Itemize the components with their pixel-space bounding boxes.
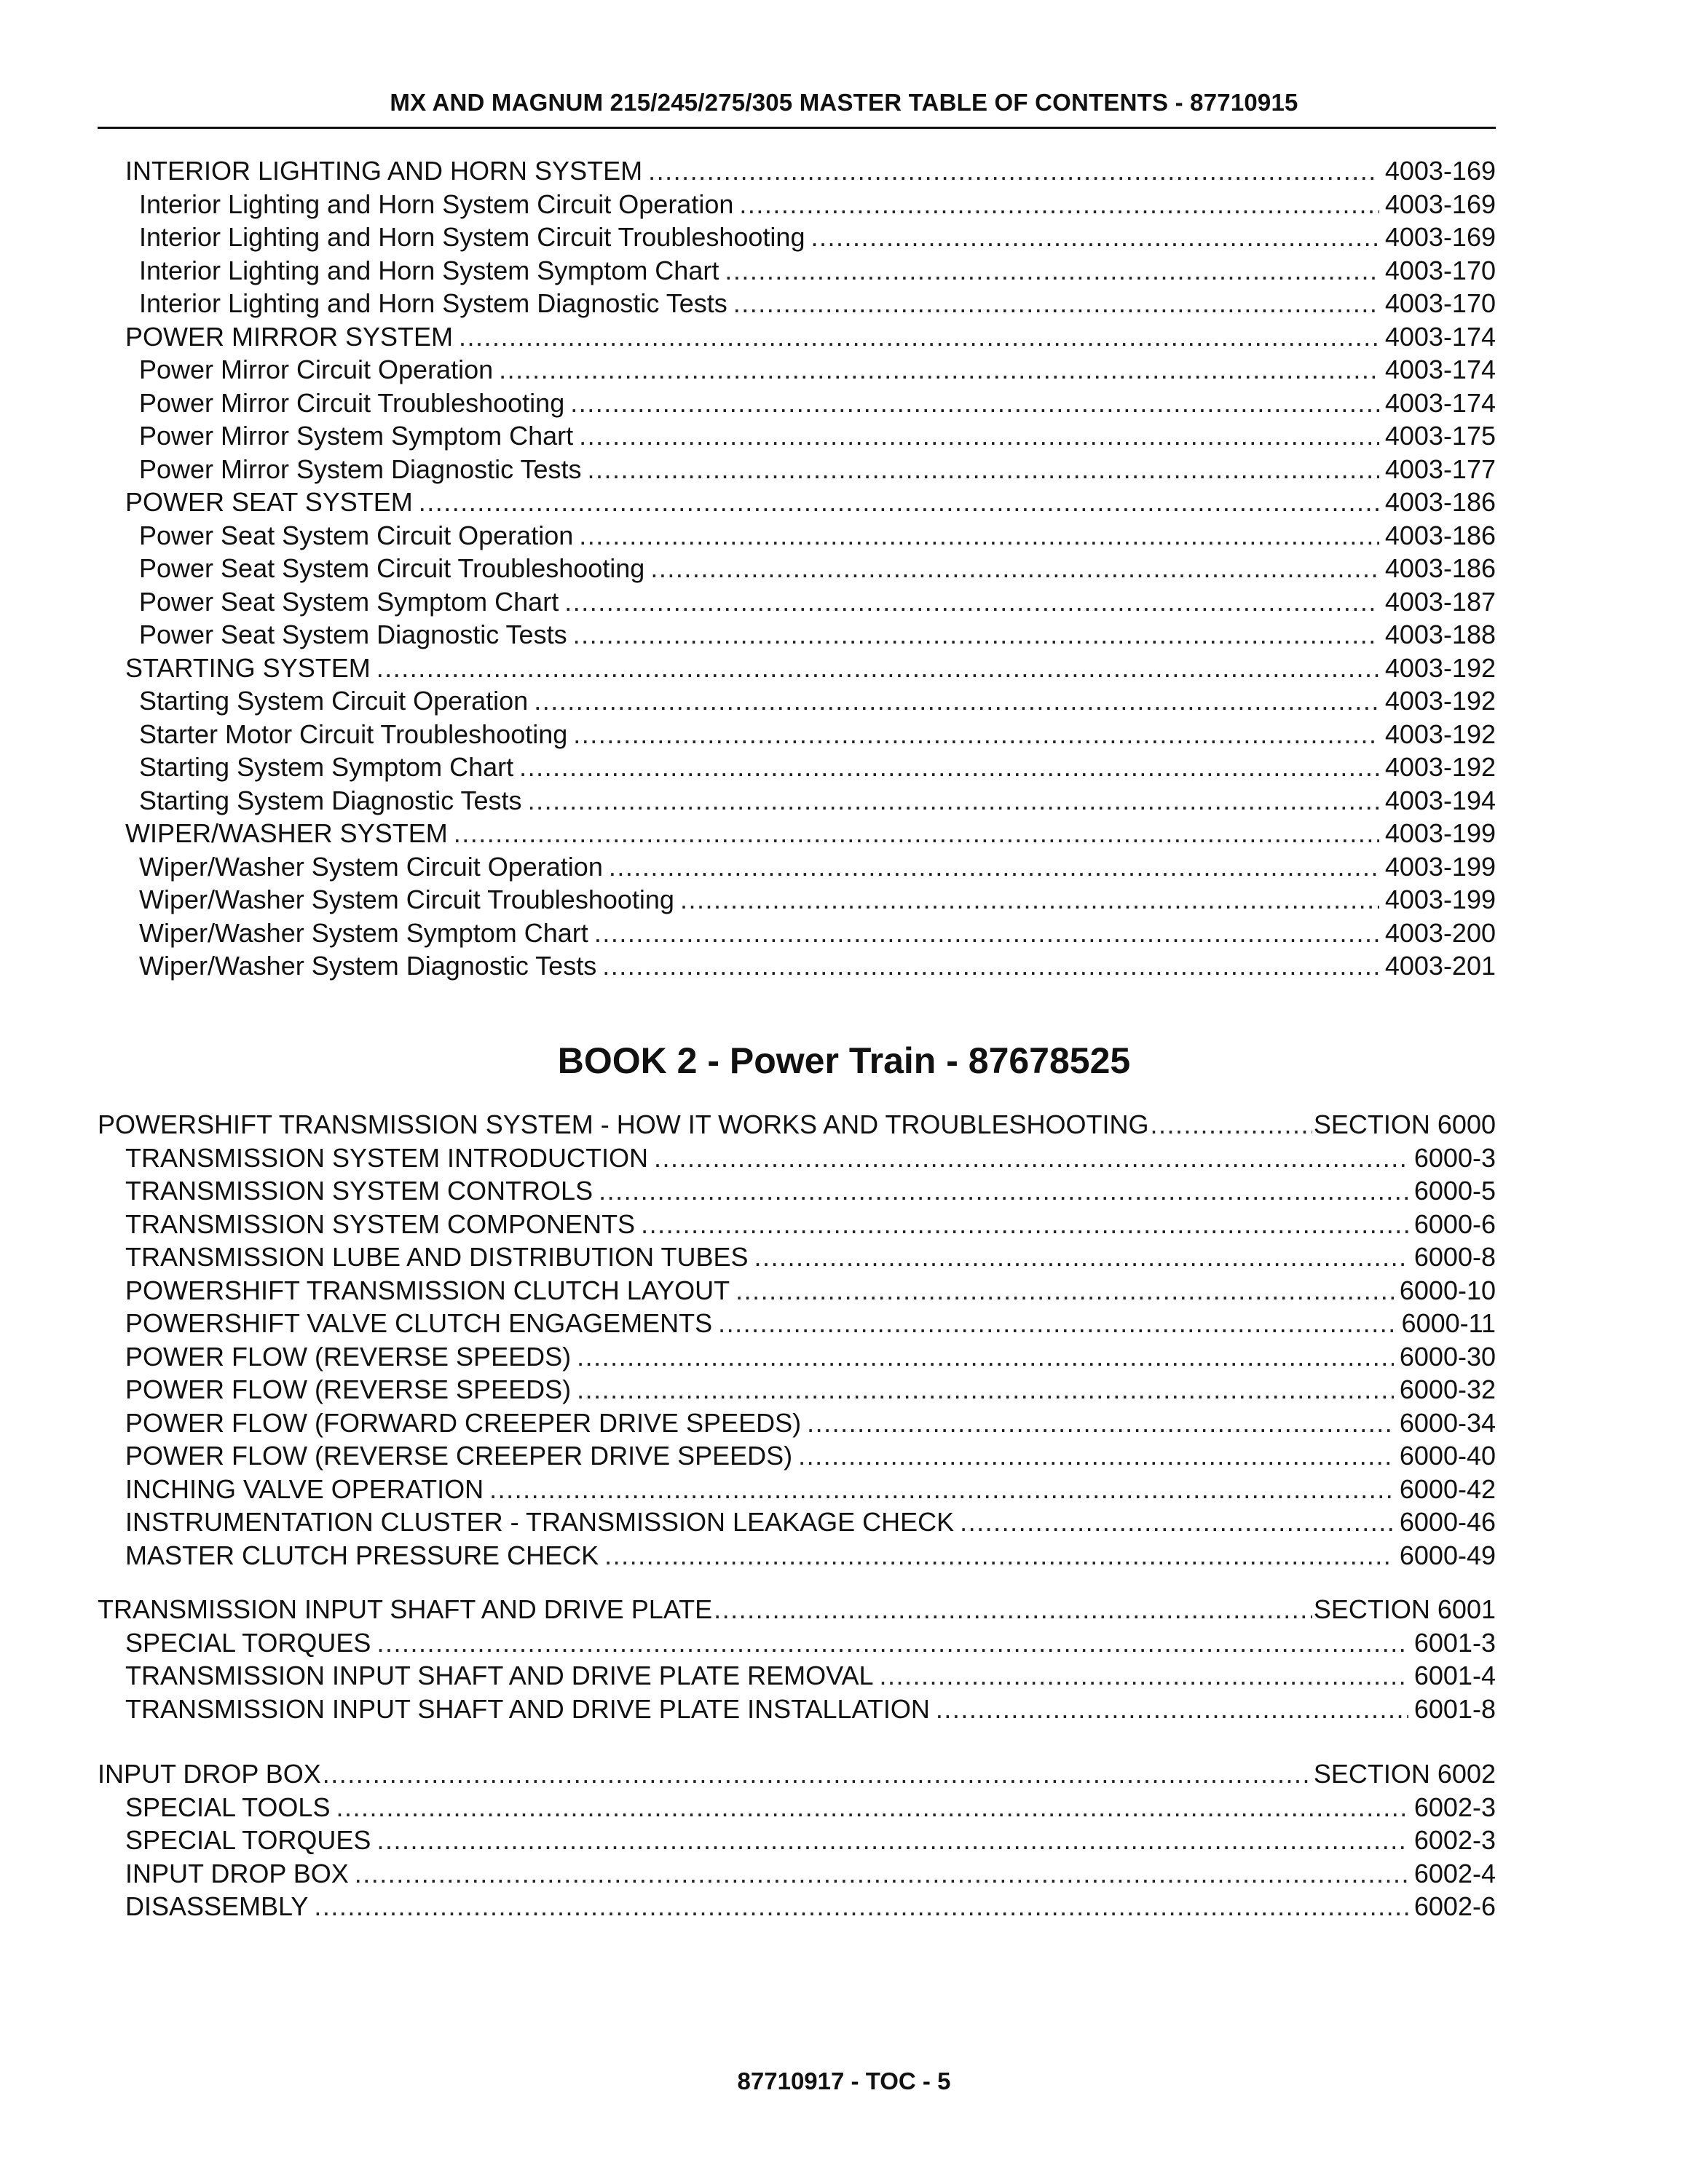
dot-leader <box>419 486 1379 519</box>
dot-leader <box>594 917 1379 950</box>
toc-entry[interactable] <box>98 817 1496 850</box>
toc-entry-title: Power Seat System Diagnostic Tests <box>139 620 567 649</box>
toc-entry-title: Power Seat System Circuit Operation <box>139 520 574 550</box>
toc-entry[interactable] <box>98 1307 1496 1340</box>
dot-leader <box>609 850 1379 884</box>
dot-leader <box>519 751 1379 784</box>
toc-entry-title: Power Mirror Circuit Troubleshooting <box>139 387 565 418</box>
toc-entry-page: 4003-200 <box>1384 917 1496 948</box>
dot-leader <box>454 817 1379 850</box>
toc-list-section-6000 <box>98 1108 1496 1572</box>
toc-entry-title: POWERSHIFT VALVE CLUTCH ENGAGEMENTS <box>125 1308 713 1338</box>
toc-entry-title: POWER FLOW (REVERSE SPEEDS) <box>125 1374 572 1404</box>
dot-leader <box>654 1142 1408 1175</box>
toc-entry[interactable] <box>98 1693 1496 1726</box>
toc-entry[interactable] <box>98 1626 1496 1660</box>
page-header-title: MX AND MAGNUM 215/245/275/305 MASTER TABLE OF CONTENTS - 87710915 <box>390 89 1298 116</box>
toc-entry[interactable] <box>98 751 1496 784</box>
toc-entry-page: 4003-174 <box>1384 321 1496 352</box>
toc-entry-page: SECTION 6000 <box>1313 1109 1496 1139</box>
toc-entry-page: 4003-169 <box>1384 222 1496 252</box>
toc-entry-page: 6000-49 <box>1399 1540 1496 1570</box>
toc-entry-title: Starting System Circuit Operation <box>139 686 529 716</box>
dot-leader <box>489 1473 1394 1506</box>
dot-leader <box>573 618 1379 652</box>
dot-leader <box>577 1373 1394 1406</box>
dot-leader <box>459 320 1379 354</box>
dot-leader <box>733 287 1379 320</box>
dot-leader <box>680 883 1379 917</box>
toc-entry[interactable] <box>98 1208 1496 1241</box>
toc-entry[interactable] <box>98 883 1496 917</box>
toc-entry[interactable] <box>98 1174 1496 1208</box>
dot-leader <box>1150 1108 1312 1142</box>
toc-entry[interactable] <box>98 387 1496 420</box>
dot-leader <box>314 1890 1408 1923</box>
dot-leader <box>564 585 1379 619</box>
toc-entry[interactable] <box>98 1824 1496 1857</box>
toc-entry-page: 6002-4 <box>1413 1858 1496 1888</box>
toc-entry-page: 6000-40 <box>1399 1441 1496 1471</box>
dot-leader <box>725 254 1379 288</box>
toc-entry-title: Wiper/Washer System Circuit Troubleshooting <box>139 885 674 914</box>
toc-entry-page: 4003-199 <box>1384 851 1496 882</box>
toc-entry-page: 6002-3 <box>1413 1792 1496 1822</box>
toc-entry[interactable] <box>98 917 1496 950</box>
toc-entry[interactable] <box>98 320 1496 354</box>
page-footer: 87710917 - TOC - 5 <box>737 2068 951 2094</box>
toc-entry-title: SPECIAL TORQUES <box>125 1825 371 1855</box>
header-rule <box>98 127 1496 129</box>
toc-entry[interactable] <box>98 684 1496 718</box>
toc-entry-title: POWER SEAT SYSTEM <box>125 487 413 517</box>
toc-entry-page: 6002-3 <box>1413 1825 1496 1855</box>
toc-section-heading[interactable] <box>98 1757 1496 1791</box>
dot-leader <box>714 1593 1312 1626</box>
toc-entry-title: WIPER/WASHER SYSTEM <box>125 818 448 848</box>
dot-leader <box>376 1824 1408 1857</box>
toc-entry[interactable] <box>98 419 1496 453</box>
dot-leader <box>936 1693 1408 1726</box>
toc-entry[interactable] <box>98 552 1496 585</box>
toc-entry-page: 4003-192 <box>1384 652 1496 683</box>
toc-section-heading[interactable] <box>98 1593 1496 1626</box>
dot-leader <box>880 1659 1408 1693</box>
toc-entry[interactable] <box>98 718 1496 751</box>
toc-entry-page: 4003-169 <box>1384 156 1496 186</box>
toc-entry-title: POWER MIRROR SYSTEM <box>125 321 454 352</box>
toc-entry-title: POWER FLOW (REVERSE SPEEDS) <box>125 1341 572 1372</box>
dot-leader <box>960 1506 1394 1539</box>
toc-entry-page: 4003-169 <box>1384 189 1496 219</box>
toc-entry[interactable] <box>98 1857 1496 1891</box>
toc-entry-title: Interior Lighting and Horn System Circuit Troubleshooting <box>139 222 805 252</box>
toc-entry[interactable] <box>98 1506 1496 1539</box>
dot-leader <box>570 387 1379 420</box>
toc-entry[interactable] <box>98 949 1496 983</box>
toc-entry-title: MASTER CLUTCH PRESSURE CHECK <box>125 1540 599 1570</box>
toc-entry[interactable] <box>98 287 1496 320</box>
dot-leader <box>528 784 1379 818</box>
toc-entry-title: TRANSMISSION SYSTEM INTRODUCTION <box>125 1142 649 1173</box>
toc-entry-title: TRANSMISSION INPUT SHAFT AND DRIVE PLATE REMOVAL <box>125 1661 874 1690</box>
toc-entry-title: Power Mirror Circuit Operation <box>139 355 494 384</box>
dot-leader <box>534 684 1379 718</box>
dot-leader <box>573 718 1379 751</box>
toc-entry-page: 4003-177 <box>1384 454 1496 484</box>
dot-leader <box>650 552 1379 585</box>
toc-entry-page: 6000-5 <box>1413 1176 1496 1206</box>
toc-entry-title: Power Seat System Circuit Troubleshooting <box>139 553 645 583</box>
toc-entry-page: SECTION 6001 <box>1313 1594 1496 1624</box>
toc-entry-page: 6000-6 <box>1413 1208 1496 1239</box>
toc-entry[interactable] <box>98 1439 1496 1473</box>
toc-entry-page: 6000-11 <box>1401 1308 1496 1338</box>
toc-entry[interactable] <box>98 1241 1496 1274</box>
toc-entry-page: 4003-186 <box>1384 553 1496 583</box>
toc-entry-title: POWER FLOW (FORWARD CREEPER DRIVE SPEEDS) <box>125 1407 802 1438</box>
toc-entry-page: 4003-199 <box>1384 818 1496 848</box>
toc-entry-title: Wiper/Washer System Diagnostic Tests <box>139 951 597 981</box>
toc-entry-title: TRANSMISSION SYSTEM CONTROLS <box>125 1176 593 1206</box>
toc-entry-page: 6000-42 <box>1399 1473 1496 1504</box>
toc-entry-page: 4003-186 <box>1384 520 1496 550</box>
dot-leader <box>798 1439 1394 1473</box>
toc-entry-page: 4003-170 <box>1384 288 1496 318</box>
toc-entry-page: 6000-3 <box>1413 1142 1496 1173</box>
toc-entry-title: SPECIAL TORQUES <box>125 1627 371 1658</box>
toc-entry-title: Interior Lighting and Horn System Circuit Operation <box>139 189 734 219</box>
toc-entry[interactable] <box>98 784 1496 818</box>
toc-entry[interactable] <box>98 850 1496 884</box>
dot-leader <box>336 1791 1408 1824</box>
dot-leader <box>718 1307 1395 1340</box>
toc-entry[interactable] <box>98 519 1496 553</box>
toc-entry-title: Power Mirror System Diagnostic Tests <box>139 454 582 484</box>
toc-entry-title: TRANSMISSION LUBE AND DISTRIBUTION TUBES <box>125 1242 749 1272</box>
toc-entry[interactable] <box>98 618 1496 652</box>
toc-entry-page: 6000-30 <box>1399 1341 1496 1372</box>
toc-entry-title: INSTRUMENTATION CLUSTER - TRANSMISSION LEAKAGE CHECK <box>125 1507 955 1537</box>
toc-entry-page: 6000-10 <box>1399 1275 1496 1305</box>
toc-entry-page: 4003-192 <box>1384 752 1496 782</box>
toc-entry-page: 4003-174 <box>1384 387 1496 418</box>
toc-entry[interactable] <box>98 1406 1496 1440</box>
toc-entry-page: 4003-192 <box>1384 686 1496 716</box>
toc-entry-title: TRANSMISSION SYSTEM COMPONENTS <box>125 1208 636 1239</box>
dot-leader <box>602 949 1379 983</box>
toc-entry[interactable] <box>98 1373 1496 1406</box>
toc-entry-page: 6000-46 <box>1399 1507 1496 1537</box>
toc-entry-page: 4003-201 <box>1384 951 1496 981</box>
dot-leader <box>376 652 1379 685</box>
toc-list-section-6001 <box>98 1593 1496 1725</box>
toc-list-section-6002 <box>98 1757 1496 1923</box>
toc-entry[interactable] <box>98 154 1496 188</box>
toc-section-heading[interactable] <box>98 1108 1496 1142</box>
toc-entry-title: POWER FLOW (REVERSE CREEPER DRIVE SPEEDS) <box>125 1441 793 1471</box>
dot-leader <box>355 1857 1408 1891</box>
toc-entry-title: TRANSMISSION INPUT SHAFT AND DRIVE PLATE <box>98 1594 713 1624</box>
toc-entry-title: DISASSEMBLY <box>125 1891 309 1921</box>
toc-entry-page: 6001-3 <box>1413 1627 1496 1658</box>
toc-entry[interactable] <box>98 353 1496 387</box>
toc-entry-title: Starting System Symptom Chart <box>139 752 514 782</box>
toc-entry-page: 4003-194 <box>1384 785 1496 815</box>
toc-entry-page: 6002-6 <box>1413 1891 1496 1921</box>
dot-leader <box>323 1757 1312 1791</box>
dot-leader <box>599 1174 1408 1208</box>
dot-leader <box>499 353 1379 387</box>
toc-entry[interactable] <box>98 254 1496 288</box>
toc-entry-title: TRANSMISSION INPUT SHAFT AND DRIVE PLATE INSTALLATION <box>125 1693 930 1724</box>
toc-entry-page: 6000-32 <box>1399 1374 1496 1404</box>
toc-entry[interactable] <box>98 1274 1496 1307</box>
toc-entry-title: POWERSHIFT TRANSMISSION SYSTEM - HOW IT WORKS AND TROUBLESHOOTING <box>98 1109 1149 1139</box>
toc-entry-title: Wiper/Washer System Symptom Chart <box>139 917 588 948</box>
dot-leader <box>754 1241 1408 1274</box>
toc-entry-title: INCHING VALVE OPERATION <box>125 1473 484 1504</box>
toc-entry-page: 6001-8 <box>1413 1693 1496 1724</box>
toc-entry[interactable] <box>98 1539 1496 1572</box>
toc-entry-title: INPUT DROP BOX <box>98 1759 321 1789</box>
dot-leader <box>588 453 1379 486</box>
toc-entry-page: 4003-187 <box>1384 586 1496 617</box>
toc-entry-page: SECTION 6002 <box>1313 1759 1496 1789</box>
toc-entry-page: 4003-174 <box>1384 355 1496 384</box>
toc-entry[interactable] <box>98 1659 1496 1693</box>
toc-entry-title: Starting System Diagnostic Tests <box>139 785 522 815</box>
toc-list-electrical <box>98 154 1496 983</box>
toc-entry-title: Wiper/Washer System Circuit Operation <box>139 851 603 882</box>
toc-entry[interactable] <box>98 453 1496 486</box>
toc-entry-title: STARTING SYSTEM <box>125 652 371 683</box>
toc-entry[interactable] <box>98 1890 1496 1923</box>
toc-entry[interactable] <box>98 1473 1496 1506</box>
dot-leader <box>376 1626 1408 1660</box>
toc-entry-page: 4003-186 <box>1384 487 1496 517</box>
dot-leader <box>641 1208 1408 1241</box>
dot-leader <box>648 154 1379 188</box>
toc-entry-title: INTERIOR LIGHTING AND HORN SYSTEM <box>125 156 643 186</box>
toc-entry[interactable] <box>98 188 1496 221</box>
toc-entry[interactable] <box>98 486 1496 519</box>
toc-entry-page: 4003-170 <box>1384 255 1496 285</box>
toc-entry-page: 6000-34 <box>1399 1407 1496 1438</box>
toc-entry[interactable] <box>98 221 1496 254</box>
dot-leader <box>807 1406 1394 1440</box>
toc-entry[interactable] <box>98 652 1496 685</box>
dot-leader <box>739 188 1379 221</box>
toc-entry-title: INPUT DROP BOX <box>125 1858 349 1888</box>
toc-entry[interactable] <box>98 585 1496 619</box>
toc-entry-title: Starter Motor Circuit Troubleshooting <box>139 719 568 749</box>
toc-entry-title: Power Seat System Symptom Chart <box>139 586 559 617</box>
toc-entry-title: Power Mirror System Symptom Chart <box>139 421 574 451</box>
dot-leader <box>579 419 1379 453</box>
toc-entry-page: 4003-175 <box>1384 421 1496 451</box>
dot-leader <box>735 1274 1394 1307</box>
toc-entry-page: 4003-192 <box>1384 719 1496 749</box>
dot-leader <box>579 519 1379 553</box>
toc-entry-page: 4003-188 <box>1384 620 1496 649</box>
toc-entry-page: 4003-199 <box>1384 885 1496 914</box>
toc-entry[interactable] <box>98 1142 1496 1175</box>
dot-leader <box>604 1539 1394 1572</box>
toc-entry-page: 6000-8 <box>1413 1242 1496 1272</box>
toc-entry-title: Interior Lighting and Horn System Symptom Chart <box>139 255 719 285</box>
toc-entry[interactable] <box>98 1340 1496 1374</box>
dot-leader <box>811 221 1379 254</box>
toc-entry-title: Interior Lighting and Horn System Diagnostic Tests <box>139 288 727 318</box>
toc-entry-title: SPECIAL TOOLS <box>125 1792 331 1822</box>
book-title: BOOK 2 - Power Train - 87678525 <box>557 1040 1131 1081</box>
toc-entry-page: 6001-4 <box>1413 1661 1496 1690</box>
dot-leader <box>577 1340 1394 1374</box>
toc-entry[interactable] <box>98 1791 1496 1824</box>
toc-entry-title: POWERSHIFT TRANSMISSION CLUTCH LAYOUT <box>125 1275 730 1305</box>
